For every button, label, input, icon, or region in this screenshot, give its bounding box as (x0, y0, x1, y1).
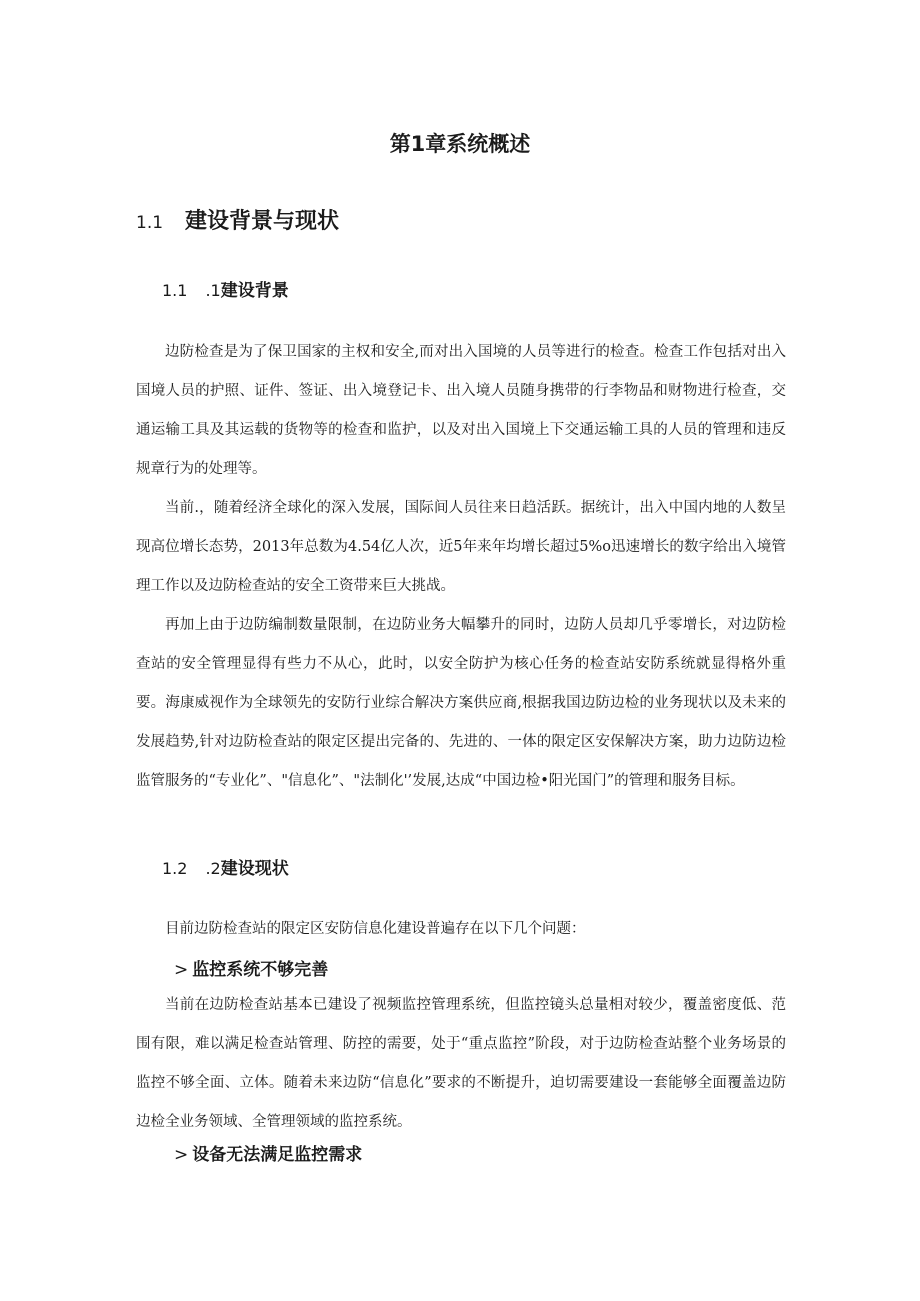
bullet-text: 设备无法满足监控需求 (192, 1145, 363, 1165)
section-title: 建设背景与现状 (185, 209, 340, 234)
section-heading-1-1 (136, 204, 339, 235)
section-number: 1.1 (136, 213, 164, 233)
background-paragraph-1: 边防检查是为了保卫国家的主权和安全,而对出入国境的人员等进行的检查。检查工作包括对出入国境人员的护照、证件、签证、出入境登记卡、出入境人员随身携带的行李物品和财物进行检查，交通运输工具及其运载的货物等的检查和监护，以及对出入国境上下交通运输工具的人员的管理和违反规章行为的处理等。 (136, 344, 786, 477)
bullet-monitoring-incomplete (174, 955, 328, 980)
bullet-marker: > (174, 1145, 189, 1165)
bullet-marker: > (174, 960, 189, 980)
subsection-subnumber: .1 (205, 281, 221, 300)
status-intro: 目前边防检查站的限定区安防信息化建设普遍存在以下几个问题： (165, 921, 586, 937)
background-paragraph-2: 当前.，随着经济全球化的深入发展，国际间人员往来日趋活跃。据统计，出入中国内地的人数呈现高位增长态势，2013年总数为4.54亿人次，近5年来年均增长超过5%o迅速增长的数字给出入境管理工作以及边防检查站的安全工资带来巨大挑战。 (136, 500, 786, 594)
subsection-subnumber: .2 (205, 859, 221, 878)
chapter-title: 第1章系统概述 (389, 132, 531, 156)
bullet-text: 监控系统不够完善 (192, 960, 329, 980)
background-paragraph-3: 再加上由于边防编制数量限制，在边防业务大幅攀升的同时，边防人员却几乎零增长，对边防检查站的安全管理显得有些力不从心，此时，以安全防护为核心任务的检查站安防系统就显得格外重要。海康威视作为全球领先的安防行业综合解决方案供应商,根据我国边防边检的业务现状以及未来的发展趋势,针对边防检查站的限定区提出完备的、先进的、一体的限定区安保解决方案，助力边防边检监管服务的“专业化”、"信息化”、"法制化'’发展,达成“中国边检•阳光国门”的管理和服务目标。 (136, 617, 786, 789)
bullet-device-insufficient (174, 1140, 362, 1165)
subsection-number: 1.2 (162, 859, 188, 878)
subsection-heading-status (162, 854, 289, 879)
subsection-title: 建设现状 (220, 859, 289, 879)
subsection-title: 建设背景 (220, 281, 289, 301)
subsection-number: 1.1 (162, 281, 188, 300)
subsection-heading-background (162, 276, 289, 301)
status-paragraph-1: 当前在边防检查站基本已建设了视频监控管理系统，但监控镜头总量相对较少，覆盖密度低、范围有限，难以满足检查站管理、防控的需要，处于“重点监控”阶段，对于边防检查站整个业务场景的监控不够全面、立体。随着未来边防“信息化”要求的不断提升，迫切需要建设一套能够全面覆盖边防边检全业务领域、全管理领域的监控系统。 (136, 997, 786, 1130)
